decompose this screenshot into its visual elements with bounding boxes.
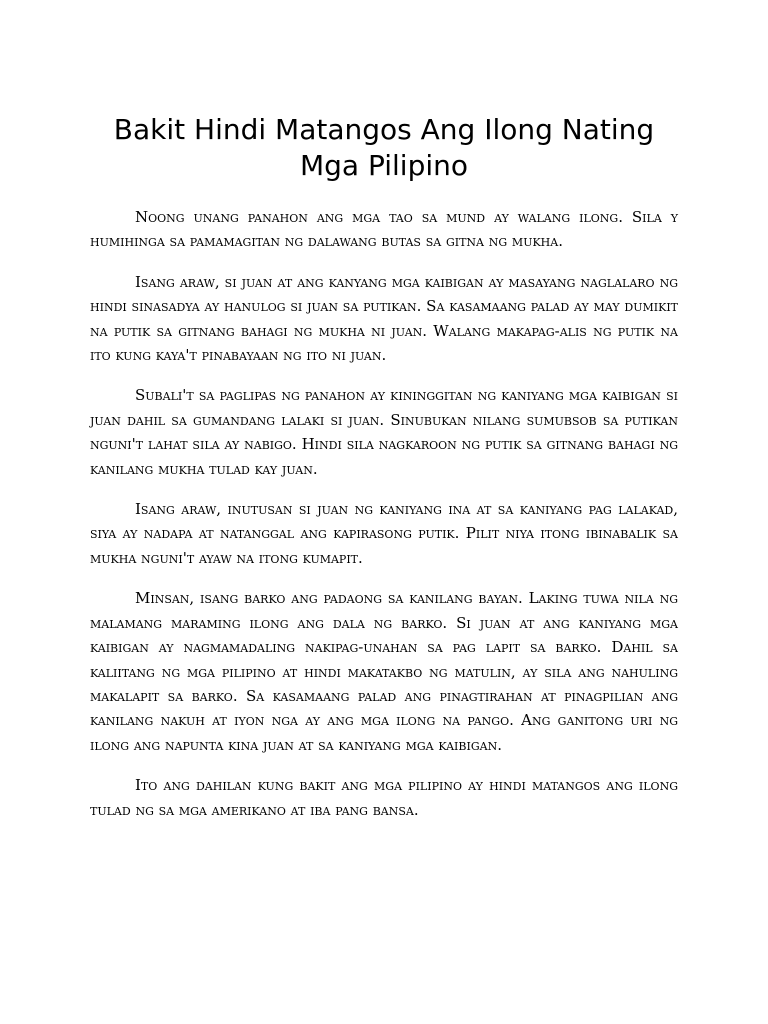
paragraph-2: Isang araw, si juan at ang kanyang mga kaibigan ay masayang naglalaro ng hindi sinasadya ay hanulog si juan sa putikan. Sa kasamaang palad ay may dumikit na putik sa gitnang bahagi ng mukha ni juan. Walang makapag-alis ng putik na ito kung kaya't pinabayaan ng ito ni juan. (90, 272, 678, 365)
paragraph-6: Ito ang dahilan kung bakit ang mga pilipino ay hindi matangos ang ilong tulad ng sa mga amerikano at iba pang bansa. (90, 776, 678, 819)
paragraph-4: Isang araw, inutusan si juan ng kaniyang ina at sa kaniyang pag lalakad, siya ay nadapa at natanggal ang kapirasong putik. Pilit niya itong ibinabalik sa mukha nguni't ayaw na itong kumapit. (90, 500, 678, 567)
paragraph-1: Noong unang panahon ang mga tao sa mund ay walang ilong. Sila y humihinga sa pamamagitan ng dalawang butas sa gitna ng mukha. (90, 208, 678, 251)
paragraph-5: Minsan, isang barko ang padaong sa kanilang bayan. Laking tuwa nila ng malamang maraming ilong ang dala ng barko. Si juan at ang kaniyang mga kaibigan ay nagmamadaling nakipag-unahan sa pag lapit sa barko. Dahil sa kaliitang ng mga pilipino at hindi makatakbo ng matulin, ay sila ang nahuling makalapit sa barko. Sa kasamaang palad ang pinagtirahan at pinagpilian ang kanilang nakuh at iyon nga ay ang mga ilong na pango. Ang ganitong uri ng ilong ang napunta kina juan at sa kaniyang mga kaibigan. (90, 589, 678, 754)
document-page (90, 112, 678, 838)
paragraph-3: Subali't sa paglipas ng panahon ay kininggitan ng kaniyang mga kaibigan si juan dahil sa gumandang lalaki si juan. Sinubukan nilang sumubsob sa putikan nguni't lahat sila ay nabigo. Hindi sila nagkaroon ng putik sa gitnang bahagi ng kanilang mukha tulad kay juan. (90, 386, 678, 478)
document-title: Bakit Hindi Matangos Ang Ilong Nating Mga Pilipino (113, 113, 655, 182)
